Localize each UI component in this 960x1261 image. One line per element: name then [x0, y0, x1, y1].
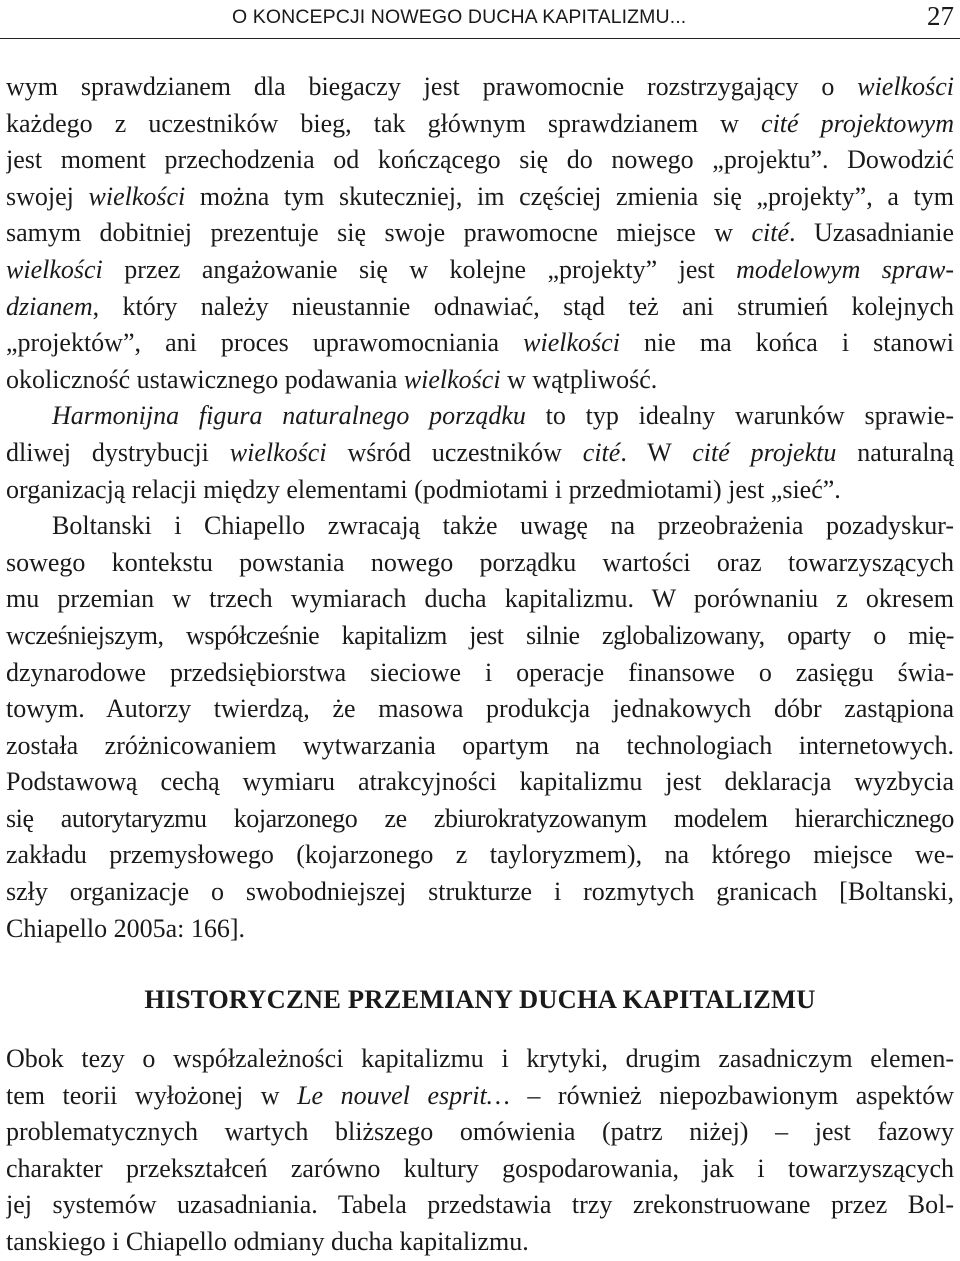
text-run: wym sprawdzianem dla biegaczy jest prawomocnie rozstrzygający o [6, 72, 858, 101]
italic-text: wielkości [403, 364, 501, 394]
text-line [6, 472, 954, 509]
section-body-text [6, 1041, 954, 1261]
italic-text: cité [582, 437, 621, 467]
text-run: można tym skuteczniej, im częściej zmienia się „projekty”, a tym [185, 181, 954, 211]
italic-text: cité [751, 218, 789, 248]
text-run: nie ma końca i stanowi [619, 328, 954, 358]
text-line [6, 325, 954, 362]
text-line [6, 655, 954, 692]
text-line [6, 69, 954, 106]
text-line [6, 1151, 954, 1188]
italic-text: Le nouvel esprit… [297, 1080, 510, 1110]
text-run: jest moment przechodzenia od kończącego się do nowego „projektu”. Dowodzić [6, 145, 954, 175]
text-line [6, 1041, 954, 1078]
text-run: „projektów”, ani proces uprawomocniania [6, 328, 524, 358]
text-run: to typ idealny warunków sprawie- [525, 401, 954, 431]
text-run: – również niepozbawionym aspektów [509, 1080, 954, 1110]
italic-text: dzianem [6, 291, 93, 321]
text-run: okoliczność ustawicznego podawania [6, 364, 404, 394]
italic-text: Harmonijna figura naturalnego porządku [52, 401, 526, 431]
running-title: O KONCEPCJI NOWEGO DUCHA KAPITALIZMU... [232, 6, 687, 28]
text-line [6, 545, 954, 582]
text-line [6, 801, 954, 838]
text-line [6, 1078, 954, 1115]
text-run: organizacją relacji między elementami (podmiotami i przedmiotami) jest „sieć”. [6, 474, 841, 504]
text-line [6, 837, 954, 874]
body-text [6, 69, 954, 947]
text-line [6, 142, 954, 179]
italic-text: wielkości [6, 254, 103, 284]
text-line [6, 179, 954, 216]
text-run: tem teorii wyłożonej w [6, 1080, 298, 1110]
text-line [6, 1224, 954, 1261]
text-line [6, 1114, 954, 1151]
text-line [6, 618, 954, 655]
text-run: charakter przekształceń zarówno kultury gospodarowania, jak i towarzyszących [6, 1153, 954, 1183]
text-run: towym. Autorzy twierdzą, że masowa produkcja jednakowych dóbr zastąpiona [6, 694, 954, 724]
text-run: Obok tezy o współzależności kapitalizmu i krytyki, drugim zasadniczym elemen- [6, 1044, 954, 1073]
text-run: swojej [6, 181, 89, 211]
page-number: 27 [927, 1, 954, 31]
text-run: przez angażowanie się w kolejne „projekty” jest [102, 254, 737, 284]
text-line [6, 874, 954, 911]
text-run: mu przemian w trzech wymiarach ducha kapitalizmu. W porównaniu z okresem [6, 584, 954, 614]
text-run: została zróżnicowaniem wytwarzania opartym na technologiach internetowych. [6, 730, 954, 760]
text-line [6, 252, 954, 289]
text-line [6, 691, 954, 728]
text-run: Boltanski i Chiapello zwracają także uwagę na przeobrażenia pozadyskur- [52, 511, 954, 541]
text-line [6, 215, 954, 252]
text-run: . Uzasadnianie [789, 218, 954, 248]
italic-text: modelowym spraw- [736, 254, 954, 284]
text-line [6, 398, 954, 435]
text-line [6, 362, 954, 399]
text-run: wśród uczestników [326, 437, 583, 467]
text-run: sowego kontekstu powstania nowego porządku wartości oraz towarzyszących [6, 547, 954, 577]
text-run: wcześniejszym, współcześnie kapitalizm jest silnie zglobalizowany, oparty o mię- [6, 620, 954, 650]
running-header [0, 0, 960, 39]
text-run: problematycznych wartych bliższego omówienia (patrz niżej) – jest fazowy [6, 1117, 954, 1147]
text-line [6, 911, 954, 948]
text-run: Podstawową cechą wymiaru atrakcyjności kapitalizmu jest deklaracja wyzbycia [6, 767, 954, 797]
italic-text: cité projektowym [761, 108, 954, 138]
text-line [6, 435, 954, 472]
italic-text: cité projektu [692, 437, 837, 467]
text-run: się autorytaryzmu kojarzonego ze zbiurokratyzowanym modelem hierarchicznego [6, 803, 954, 833]
text-line [6, 106, 954, 143]
text-run: szły organizacje o swobodniejszej strukturze i rozmytych granicach [Boltanski, [6, 877, 954, 907]
section-heading: HISTORYCZNE PRZEMIANY DUCHA KAPITALIZMU [144, 984, 816, 1014]
italic-text: wielkości [857, 72, 954, 101]
text-run: zakładu przemysłowego (kojarzonego z tayloryzmem), na którego miejsce we- [6, 840, 954, 870]
italic-text: wielkości [523, 328, 620, 358]
text-run: każdego z uczestników bieg, tak głównym sprawdzianem w [6, 108, 762, 138]
text-line [6, 508, 954, 545]
text-run: jej systemów uzasadniania. Tabela przedstawia trzy zrekonstruowane przez Bol- [6, 1190, 954, 1220]
italic-text: wielkości [229, 437, 327, 467]
text-run: Chiapello 2005a: 166]. [6, 913, 246, 943]
italic-text: wielkości [88, 181, 186, 211]
text-line [6, 581, 954, 618]
text-run: w wątpliwość. [500, 364, 658, 394]
text-run: . W [620, 437, 693, 467]
text-run: naturalną [836, 437, 954, 467]
text-run: dliwej dystrybucji [6, 437, 230, 467]
text-line [6, 728, 954, 765]
text-run: samym dobitniej prezentuje się swoje prawomocne miejsce w [6, 218, 752, 248]
text-line [6, 289, 954, 326]
text-line [6, 764, 954, 801]
text-run: , który należy nieustannie odnawiać, stąd też ani strumień kolejnych [92, 291, 954, 321]
text-line [6, 1187, 954, 1224]
text-run: tanskiego i Chiapello odmiany ducha kapitalizmu. [6, 1226, 529, 1256]
text-run: dzynarodowe przedsiębiorstwa sieciowe i operacje finansowe o zasięgu świa- [6, 657, 954, 687]
